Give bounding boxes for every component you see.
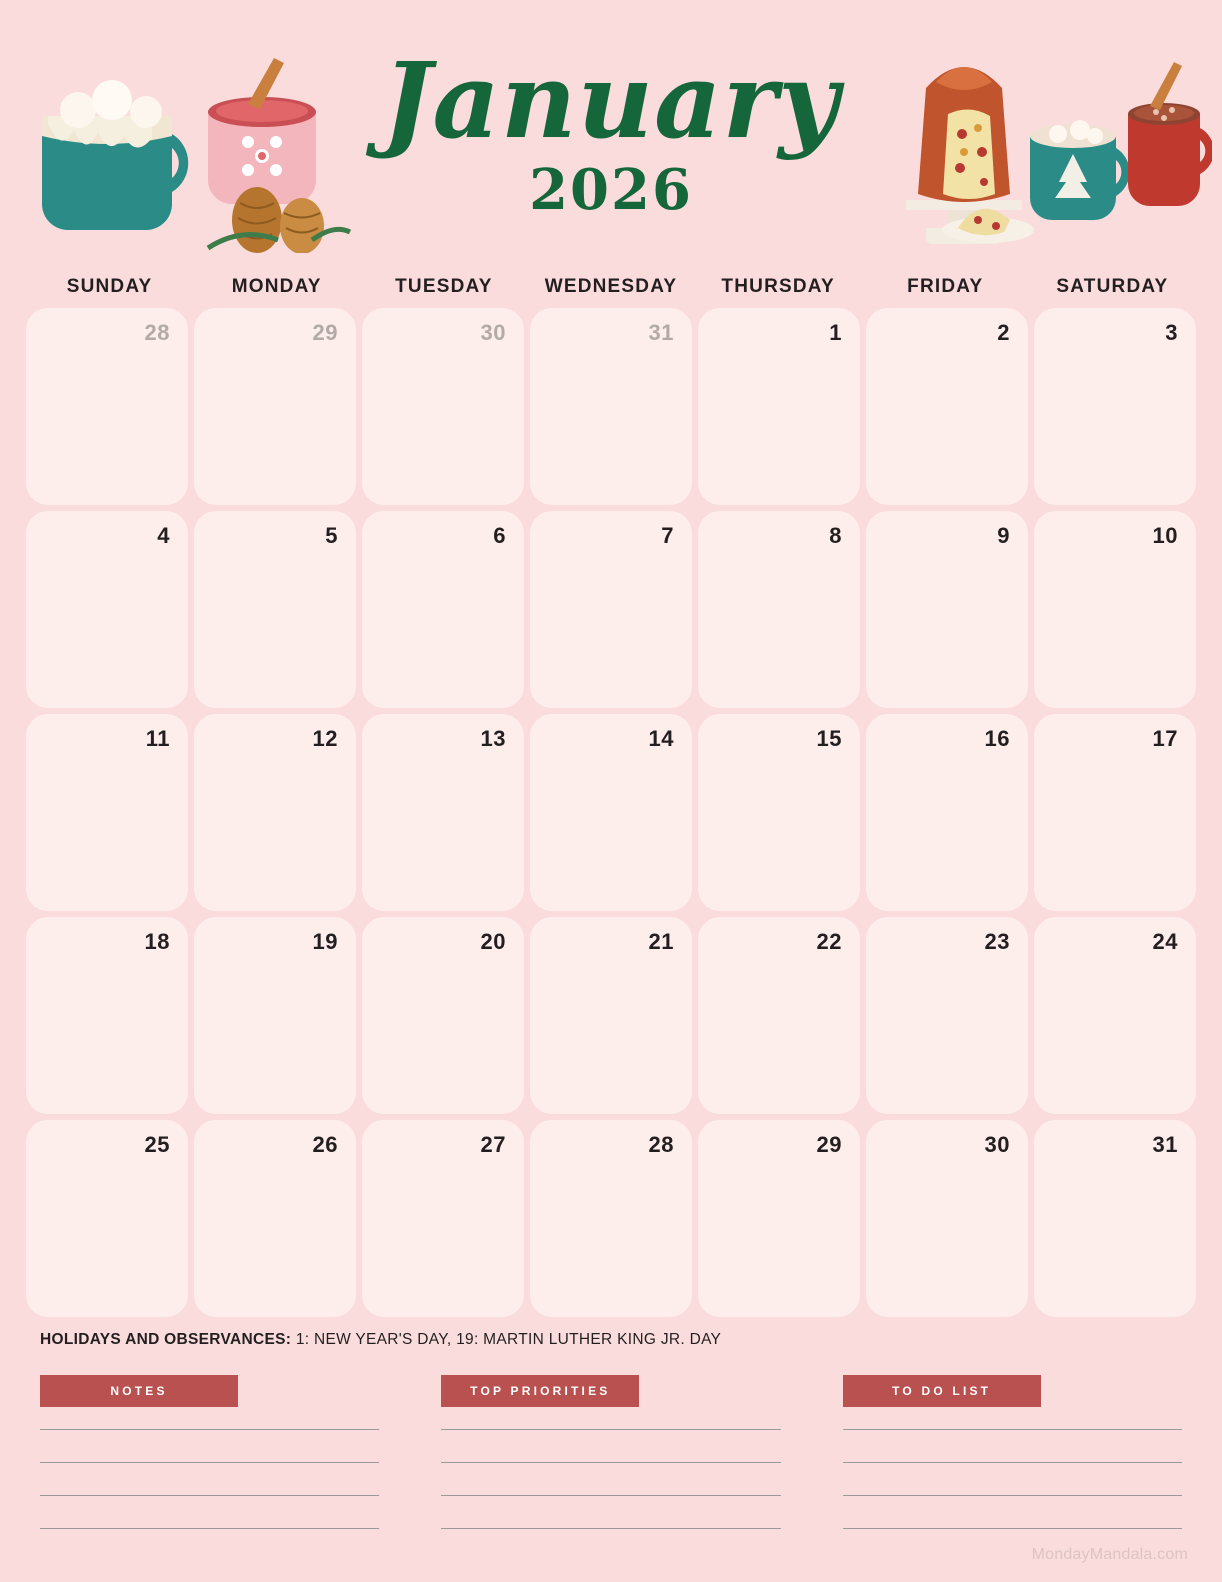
day-cell[interactable] bbox=[698, 511, 860, 708]
day-number: 2 bbox=[997, 320, 1010, 345]
day-number: 25 bbox=[144, 1132, 170, 1157]
day-cell[interactable] bbox=[1034, 1120, 1196, 1317]
day-number: 7 bbox=[661, 523, 674, 548]
write-line[interactable] bbox=[40, 1429, 379, 1430]
day-number: 30 bbox=[480, 320, 506, 345]
day-number: 26 bbox=[312, 1132, 338, 1157]
day-number: 30 bbox=[984, 1132, 1010, 1157]
day-cell[interactable] bbox=[698, 714, 860, 911]
day-cell[interactable] bbox=[530, 714, 692, 911]
day-cell[interactable] bbox=[530, 308, 692, 505]
top-priorities-label: TOP PRIORITIES bbox=[441, 1375, 639, 1407]
notes-section bbox=[40, 1375, 379, 1529]
day-cell[interactable] bbox=[362, 1120, 524, 1317]
day-cell[interactable] bbox=[1034, 511, 1196, 708]
day-number: 10 bbox=[1152, 523, 1178, 548]
day-number: 31 bbox=[1152, 1132, 1178, 1157]
write-line[interactable] bbox=[441, 1495, 780, 1496]
notes-lines[interactable] bbox=[40, 1429, 379, 1529]
day-number: 16 bbox=[984, 726, 1010, 751]
day-number: 6 bbox=[493, 523, 506, 548]
day-cell[interactable] bbox=[362, 511, 524, 708]
write-line[interactable] bbox=[441, 1429, 780, 1430]
write-line[interactable] bbox=[843, 1495, 1182, 1496]
year-title: 2026 bbox=[529, 156, 693, 223]
write-line[interactable] bbox=[843, 1429, 1182, 1430]
day-cell[interactable] bbox=[1034, 714, 1196, 911]
day-number: 27 bbox=[480, 1132, 506, 1157]
day-number: 5 bbox=[325, 523, 338, 548]
day-cell[interactable] bbox=[26, 917, 188, 1114]
day-cell[interactable] bbox=[698, 917, 860, 1114]
day-number: 20 bbox=[480, 929, 506, 954]
day-cell[interactable] bbox=[194, 1120, 356, 1317]
day-number: 29 bbox=[312, 320, 338, 345]
day-cell[interactable] bbox=[698, 1120, 860, 1317]
day-cell[interactable] bbox=[194, 511, 356, 708]
write-line[interactable] bbox=[843, 1528, 1182, 1529]
day-number: 1 bbox=[829, 320, 842, 345]
calendar-day-grid bbox=[0, 308, 1222, 1317]
top-priorities-lines[interactable] bbox=[441, 1429, 780, 1529]
day-number: 15 bbox=[816, 726, 842, 751]
day-cell[interactable] bbox=[362, 917, 524, 1114]
day-cell[interactable] bbox=[194, 917, 356, 1114]
day-number: 31 bbox=[648, 320, 674, 345]
day-number: 13 bbox=[480, 726, 506, 751]
day-cell[interactable] bbox=[530, 917, 692, 1114]
day-cell[interactable] bbox=[1034, 308, 1196, 505]
day-number: 3 bbox=[1165, 320, 1178, 345]
day-number: 28 bbox=[144, 320, 170, 345]
day-number: 23 bbox=[984, 929, 1010, 954]
weekday-saturday: SATURDAY bbox=[1056, 276, 1169, 297]
day-cell[interactable] bbox=[26, 714, 188, 911]
to-do-list-lines[interactable] bbox=[843, 1429, 1182, 1529]
top-priorities-section bbox=[441, 1375, 780, 1529]
write-line[interactable] bbox=[40, 1495, 379, 1496]
holidays-and-observances bbox=[0, 1317, 1222, 1349]
write-line[interactable] bbox=[843, 1462, 1182, 1463]
day-number: 19 bbox=[312, 929, 338, 954]
day-cell[interactable] bbox=[362, 308, 524, 505]
weekday-monday: MONDAY bbox=[231, 276, 322, 297]
day-cell[interactable] bbox=[866, 1120, 1028, 1317]
weekday-header-row bbox=[0, 276, 1222, 308]
write-line[interactable] bbox=[441, 1528, 780, 1529]
day-cell[interactable] bbox=[194, 714, 356, 911]
weekday-wednesday: WEDNESDAY bbox=[544, 276, 678, 297]
calendar-header bbox=[0, 0, 1222, 280]
day-cell[interactable] bbox=[1034, 917, 1196, 1114]
write-line[interactable] bbox=[40, 1528, 379, 1529]
holidays-label: HOLIDAYS AND OBSERVANCES: bbox=[40, 1331, 292, 1348]
day-number: 14 bbox=[648, 726, 674, 751]
day-number: 4 bbox=[157, 523, 170, 548]
day-number: 9 bbox=[997, 523, 1010, 548]
day-cell[interactable] bbox=[698, 308, 860, 505]
weekday-friday: FRIDAY bbox=[907, 276, 984, 297]
day-cell[interactable] bbox=[866, 714, 1028, 911]
day-cell[interactable] bbox=[866, 511, 1028, 708]
weekday-tuesday: TUESDAY bbox=[395, 276, 493, 297]
day-number: 21 bbox=[648, 929, 674, 954]
month-title: January bbox=[382, 39, 840, 162]
day-cell[interactable] bbox=[362, 714, 524, 911]
holidays-text: 1: NEW YEAR'S DAY, 19: MARTIN LUTHER KING JR. DAY bbox=[291, 1331, 722, 1348]
day-cell[interactable] bbox=[866, 308, 1028, 505]
day-cell[interactable] bbox=[866, 917, 1028, 1114]
day-cell[interactable] bbox=[26, 1120, 188, 1317]
day-number: 11 bbox=[145, 726, 170, 751]
weekday-thursday: THURSDAY bbox=[721, 276, 835, 297]
panettone-cake-and-cocoa-mugs-illustration bbox=[892, 42, 1212, 252]
day-number: 8 bbox=[829, 523, 842, 548]
day-number: 24 bbox=[1152, 929, 1178, 954]
day-cell[interactable] bbox=[530, 511, 692, 708]
write-line[interactable] bbox=[441, 1462, 780, 1463]
notes-label: NOTES bbox=[40, 1375, 238, 1407]
day-number: 28 bbox=[648, 1132, 674, 1157]
bottom-sections bbox=[0, 1349, 1222, 1529]
day-cell[interactable] bbox=[26, 511, 188, 708]
to-do-list-section bbox=[843, 1375, 1182, 1529]
day-cell[interactable] bbox=[530, 1120, 692, 1317]
hot-cocoa-mugs-pinecones-illustration bbox=[12, 38, 352, 258]
to-do-list-label: TO DO LIST bbox=[843, 1375, 1041, 1407]
write-line[interactable] bbox=[40, 1462, 379, 1463]
day-number: 18 bbox=[144, 929, 170, 954]
weekday-sunday: SUNDAY bbox=[66, 276, 153, 297]
day-cell[interactable] bbox=[26, 308, 188, 505]
day-number: 12 bbox=[312, 726, 338, 751]
day-number: 22 bbox=[816, 929, 842, 954]
day-cell[interactable] bbox=[194, 308, 356, 505]
watermark: MondayMandala.com bbox=[1031, 1546, 1188, 1563]
day-number: 17 bbox=[1152, 726, 1178, 751]
day-number: 29 bbox=[816, 1132, 842, 1157]
